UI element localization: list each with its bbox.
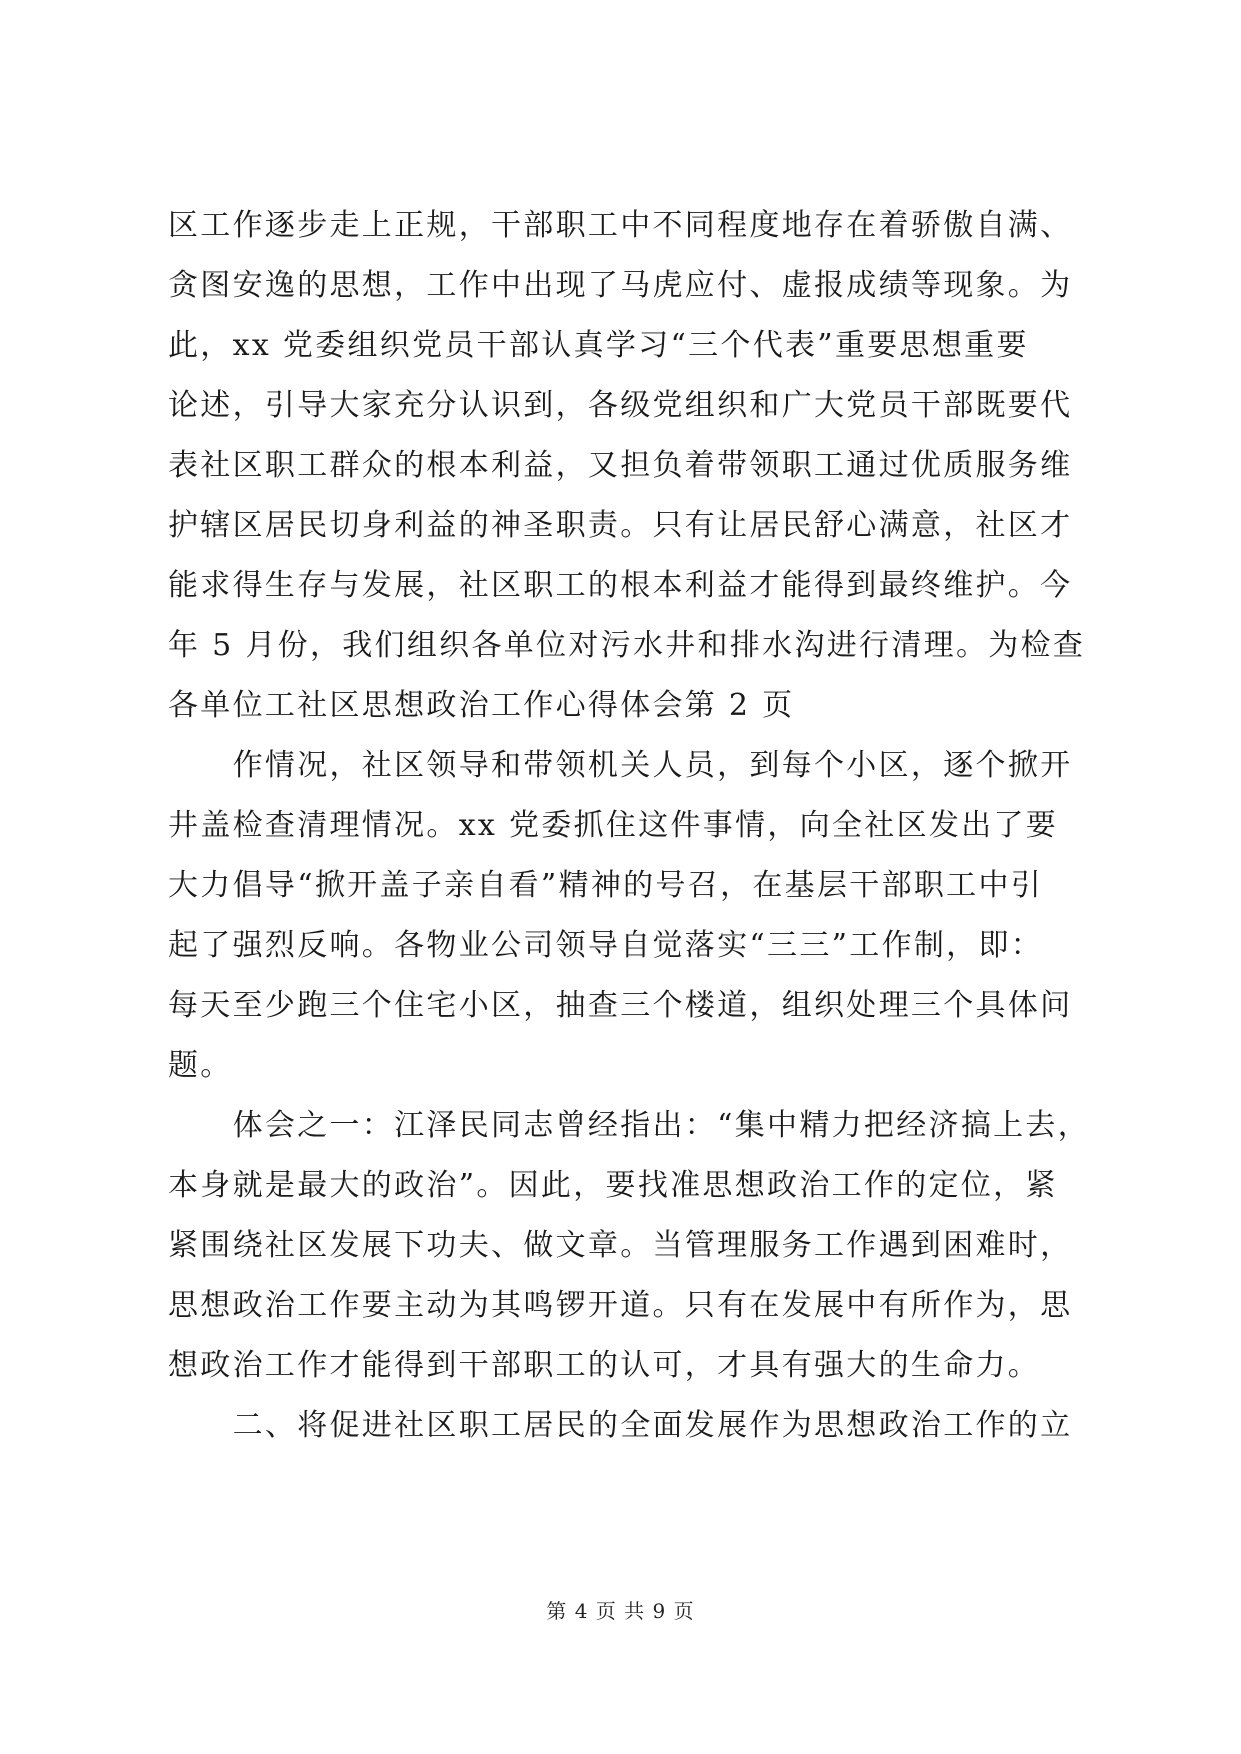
text-line-4: 论述，引导大家充分认识到，各级党组织和广大党员干部既要代 bbox=[168, 388, 1073, 423]
text-line-3: 此，xx 党委组织党员干部认真学习“三个代表”重要思想重要 bbox=[168, 328, 1029, 363]
text-line-21: 二、将促进社区职工居民的全面发展作为思想政治工作的立 bbox=[168, 1408, 1073, 1443]
text-line-1: 区工作逐步走上正规，干部职工中不同程度地存在着骄傲自满、 bbox=[168, 208, 1073, 243]
text-line-13: 起了强烈反响。各物业公司领导自觉落实“三三”工作制，即： bbox=[168, 928, 1044, 963]
text-line-15: 题。 bbox=[168, 1048, 233, 1083]
text-line-20: 想政治工作才能得到干部职工的认可，才具有强大的生命力。 bbox=[168, 1348, 1041, 1383]
text-line-19: 思想政治工作要主动为其鸣锣开道。只有在发展中有所作为，思 bbox=[168, 1288, 1073, 1323]
text-line-11: 井盖检查清理情况。xx 党委抓住这件事情，向全社区发出了要 bbox=[168, 808, 1059, 843]
page-number-footer: 第 4 页 共 9 页 bbox=[546, 1599, 695, 1623]
text-line-18: 紧围绕社区发展下功夫、做文章。当管理服务工作遇到困难时， bbox=[168, 1228, 1073, 1263]
text-line-16: 体会之一：江泽民同志曾经指出：“集中精力把经济搞上去， bbox=[168, 1108, 1091, 1143]
text-line-5: 表社区职工群众的根本利益，又担负着带领职工通过优质服务维 bbox=[168, 448, 1073, 483]
text-line-6: 护辖区居民切身利益的神圣职责。只有让居民舒心满意，社区才 bbox=[168, 508, 1073, 543]
text-line-2: 贪图安逸的思想，工作中出现了马虎应付、虚报成绩等现象。为 bbox=[168, 268, 1073, 303]
text-line-9: 各单位工社区思想政治工作心得体会第 2 页 bbox=[168, 688, 795, 723]
text-line-14: 每天至少跑三个住宅小区，抽查三个楼道，组织处理三个具体问 bbox=[168, 988, 1073, 1023]
text-line-8: 年 5 月份，我们组织各单位对污水井和排水沟进行清理。为检查 bbox=[168, 628, 1086, 663]
document-body bbox=[168, 196, 1091, 1456]
text-line-10: 作情况，社区领导和带领机关人员，到每个小区，逐个掀开 bbox=[168, 748, 1073, 783]
text-line-17: 本身就是最大的政治”。因此，要找准思想政治工作的定位，紧 bbox=[168, 1168, 1058, 1203]
text-line-12: 大力倡导“掀开盖子亲自看”精神的号召，在基层干部职工中引 bbox=[168, 868, 1044, 903]
text-line-7: 能求得生存与发展，社区职工的根本利益才能得到最终维护。今 bbox=[168, 568, 1073, 603]
